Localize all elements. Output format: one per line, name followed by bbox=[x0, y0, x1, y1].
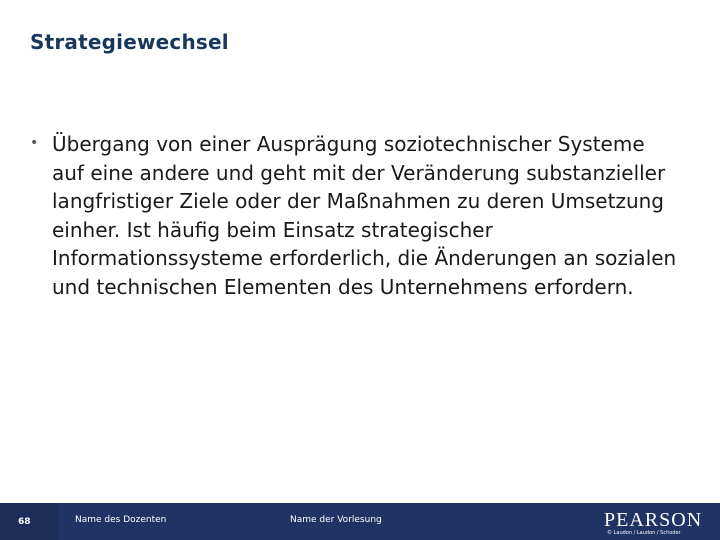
bullet-icon: • bbox=[30, 135, 39, 151]
footer-lecturer: Name des Dozenten bbox=[75, 515, 167, 525]
page-number: 68 bbox=[18, 517, 31, 527]
pearson-logo: PEARSON bbox=[604, 509, 703, 531]
footer-course: Name der Vorlesung bbox=[290, 515, 382, 525]
slide-title: Strategiewechsel bbox=[30, 30, 229, 54]
page-number-block bbox=[0, 503, 58, 540]
bullet-item bbox=[30, 130, 680, 301]
footer-bar bbox=[0, 503, 720, 540]
slide-content bbox=[30, 130, 680, 301]
bullet-text: Übergang von einer Ausprägung soziotechnischer Systeme auf eine andere und geht mit der Veränderung substanzieller langfristiger Ziele oder der Maßnahmen zu deren Umsetzung einher. Ist häufig beim Einsatz strategischer Informationssysteme erforderlich, die Änderungen an sozialen und technischen Elementen des Unternehmens erfordern. bbox=[52, 132, 677, 299]
copyright-text: © Laudon / Laudon / Schoder bbox=[607, 530, 681, 536]
